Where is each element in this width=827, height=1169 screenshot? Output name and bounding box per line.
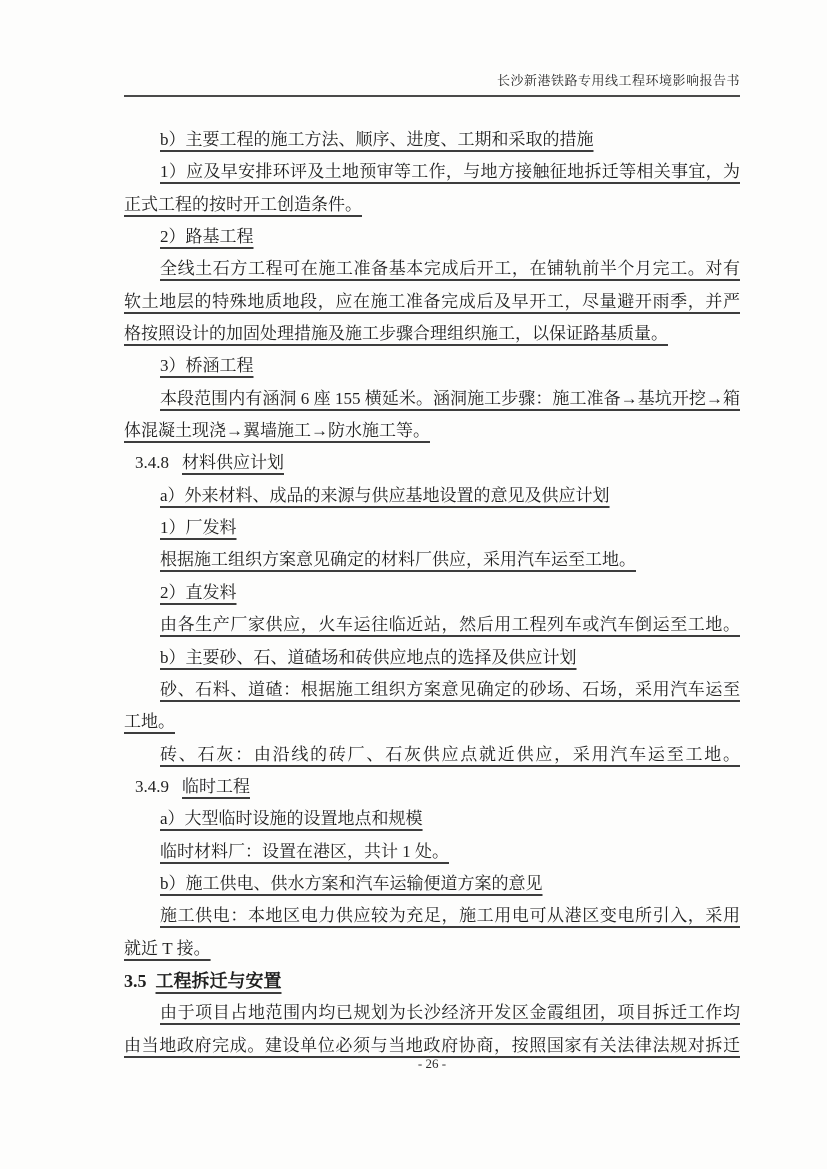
text-line <box>124 674 740 706</box>
section-title: 工程拆迁与安置 <box>155 970 282 991</box>
text-line-content: 正式工程的按时开工创造条件。 <box>124 194 362 214</box>
section-heading <box>124 447 740 479</box>
text-line <box>124 512 740 544</box>
text-line <box>124 480 740 512</box>
text-line-content: 格按照设计的加固处理措施及施工步骤合理组织施工，以保证路基质量。 <box>124 324 668 344</box>
text-line <box>124 156 740 188</box>
text-line-content: b）主要工程的施工方法、顺序、进度、工期和采取的措施 <box>160 130 594 149</box>
page-number: - 26 - <box>417 1056 447 1071</box>
text-line-content: 施工供电：本地区电力供应较为充足，施工用电可从港区变电所引入，采用 <box>160 906 740 926</box>
text-line-content: 根据施工组织方案意见确定的材料厂供应，采用汽车运至工地。 <box>160 550 636 570</box>
section-number: 3.5 <box>124 970 147 991</box>
text-line <box>124 997 740 1029</box>
text-line <box>124 415 740 447</box>
text-line-content: 全线土石方工程可在施工准备基本完成后开工，在铺轨前半个月完工。对有 <box>160 259 740 279</box>
text-line <box>124 286 740 318</box>
text-line-content: a）外来材料、成品的来源与供应基地设置的意见及供应计划 <box>160 485 610 505</box>
text-line <box>124 868 740 900</box>
document-body <box>124 124 740 1062</box>
text-line-content: a）大型临时设施的设置地点和规模 <box>160 809 423 829</box>
text-line-content: 1）厂发料 <box>160 518 237 538</box>
page-footer <box>124 1056 740 1072</box>
text-line <box>124 318 740 350</box>
text-line-content: 2）直发料 <box>160 582 237 602</box>
text-line-content: 1）应及早安排环评及土地预审等工作，与地方接触征地拆迁等相关事宜，为 <box>160 162 740 182</box>
text-line-content: b）主要砂、石、道碴场和砖供应地点的选择及供应计划 <box>160 647 577 667</box>
section-number: 3.4.9 <box>135 776 169 796</box>
text-line-content: 本段范围内有涵洞 6 座 155 横延米。涵洞施工步骤：施工准备→基坑开挖→箱 <box>160 388 740 408</box>
text-line <box>124 383 740 415</box>
text-line <box>124 933 740 965</box>
text-line <box>124 642 740 674</box>
text-line-content: 临时材料厂：设置在港区，共计 1 处。 <box>160 841 449 861</box>
text-line <box>124 253 740 285</box>
text-line <box>124 189 740 221</box>
text-line-content: 就近 T 接。 <box>124 938 211 958</box>
text-line-content: 体混凝土现浇→翼墙施工→防水施工等。 <box>124 421 430 441</box>
text-line-content: 由于项目占地范围内均已规划为长沙经济开发区金霞组团，项目拆迁工作均 <box>160 1003 740 1023</box>
text-line-content: 由各生产厂家供应，火车运往临近站，然后用工程列车或汽车倒运至工地。 <box>160 615 740 635</box>
section-number: 3.4.8 <box>135 453 169 473</box>
text-line <box>124 124 740 156</box>
text-line-content: 3）桥涵工程 <box>160 356 254 376</box>
text-line <box>124 739 740 771</box>
text-line-content: 由当地政府完成。建设单位必须与当地政府协商，按照国家有关法律法规对拆迁 <box>124 1035 740 1055</box>
text-line-content: 软土地层的特殊地质地段，应在施工准备完成后及早开工，尽量避开雨季，并严 <box>124 291 740 311</box>
text-line-content: 砂、石料、道碴：根据施工组织方案意见确定的砂场、石场，采用汽车运至 <box>160 679 740 699</box>
section-title: 临时工程 <box>182 776 250 796</box>
section-heading <box>124 771 740 803</box>
text-line-content: 2）路基工程 <box>160 227 254 247</box>
text-line <box>124 836 740 868</box>
text-line <box>124 706 740 738</box>
text-line <box>124 900 740 932</box>
text-line <box>124 544 740 576</box>
text-line <box>124 609 740 641</box>
section-heading <box>124 965 740 997</box>
text-line <box>124 577 740 609</box>
text-line-content: b）施工供电、供水方案和汽车运输便道方案的意见 <box>160 873 543 893</box>
header-title: 长沙新港铁路专用线工程环境影响报告书 <box>496 73 740 88</box>
text-line <box>124 221 740 253</box>
text-line-content: 砖、石灰：由沿线的砖厂、石灰供应点就近供应，采用汽车运至工地。 <box>160 744 740 764</box>
text-line <box>124 350 740 382</box>
page-header <box>124 70 740 97</box>
text-line-content: 工地。 <box>124 712 175 732</box>
section-title: 材料供应计划 <box>182 453 284 473</box>
text-line <box>124 803 740 835</box>
